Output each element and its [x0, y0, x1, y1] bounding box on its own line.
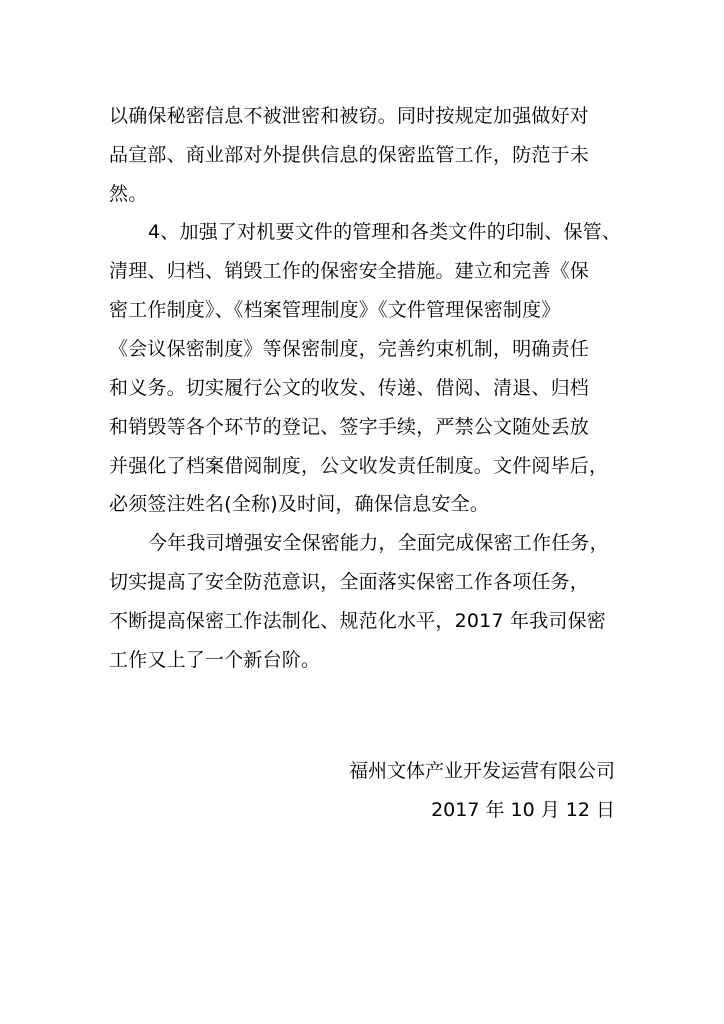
signature-company: 福州文体产业开发运营有限公司 [348, 760, 615, 782]
paragraph-line: 密工作制度》、《档案管理制度》《文件管理保密制度》 [109, 299, 561, 321]
paragraph-line: 不断提高保密工作法制化、规范化水平，2017 年我司保密 [109, 610, 606, 632]
paragraph-line-indented: 4、加强了对机要文件的管理和各类文件的印制、保管、 [148, 221, 622, 243]
paragraph-line: 品宣部、商业部对外提供信息的保密监管工作，防范于未 [109, 144, 590, 166]
paragraph-line-indented: 今年我司增强安全保密能力，全面完成保密工作任务， [148, 532, 609, 554]
paragraph-line: 然。 [109, 183, 148, 205]
paragraph-line: 和销毁等各个环节的登记、签字手续，严禁公文随处丢放 [109, 416, 590, 438]
paragraph-line: 和义务。切实履行公文的收发、传递、借阅、清退、归档 [109, 377, 590, 399]
paragraph-line: 工作又上了一个新台阶。 [109, 649, 321, 671]
paragraph-line: 必须签注姓名(全称)及时间，确保信息安全。 [109, 493, 490, 515]
paragraph-line: 切实提高了安全防范意识，全面落实保密工作各项任务， [109, 571, 590, 593]
paragraph-line: 清理、归档、销毁工作的保密安全措施。建立和完善《保 [109, 260, 590, 282]
paragraph-line: 并强化了档案借阅制度，公文收发责任制度。文件阅毕后， [109, 455, 609, 477]
paragraph-line: 《会议保密制度》等保密制度，完善约束机制，明确责任 [109, 338, 590, 360]
paragraph-line: 以确保秘密信息不被泄密和被窃。同时按规定加强做好对 [109, 105, 590, 127]
signature-date: 2017 年 10 月 12 日 [431, 799, 615, 821]
